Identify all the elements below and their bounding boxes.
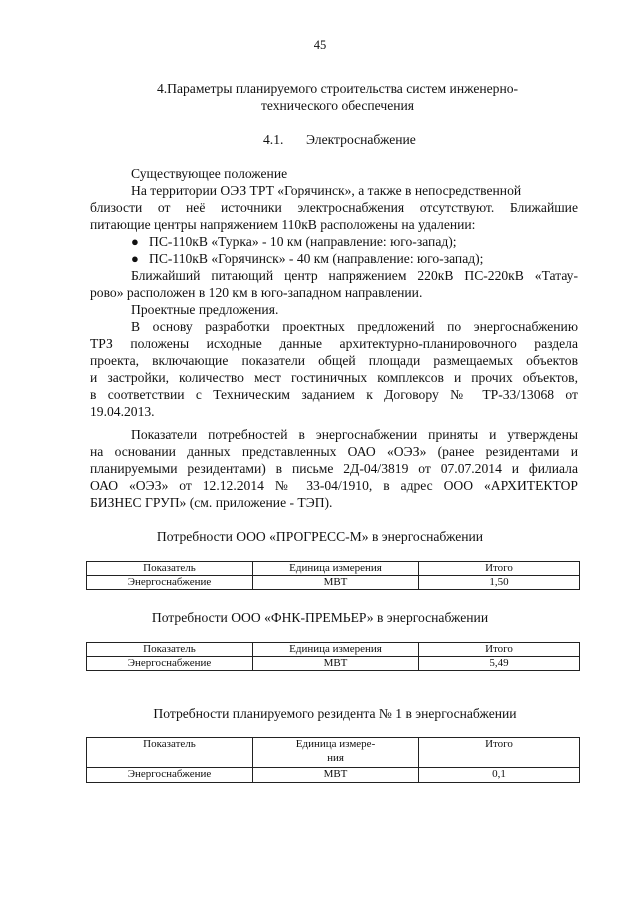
- demand-table: [86, 561, 580, 590]
- section-heading-line2: технического обеспечения: [260, 98, 415, 113]
- table-cell: Энергоснабжение: [87, 657, 253, 671]
- table-header-row: [87, 562, 580, 576]
- header-unit-line2: ния: [327, 751, 344, 764]
- table-header-cell-wrapped: [253, 738, 419, 768]
- bullet-item: ПС-110кВ «Турка» - 10 км (направление: юго-запад);: [149, 234, 457, 249]
- subsection-title: Электроснабжение: [306, 132, 416, 147]
- subsection-number: 4.1.: [263, 132, 284, 147]
- table-row: [87, 657, 580, 671]
- paragraph-line: Ближайший питающий центр напряжением 220кВ ПС-220кВ «Татау-: [131, 268, 578, 283]
- bullet-item: ПС-110кВ «Горячинск» - 40 км (направление: юго-запад);: [149, 251, 484, 266]
- paragraph-line: и застройки, количество мест гостиничных комплексов и прочих объектов,: [90, 370, 578, 385]
- paragraph-line: ОАО «ОЭЗ» от 12.12.2014 № 33-04/1910, в адрес ООО «АРХИТЕКТОР: [90, 478, 578, 493]
- table-cell: 1,50: [419, 576, 580, 590]
- table-caption: Потребности планируемого резидента № 1 в энергоснабжении: [153, 706, 517, 721]
- table-header-cell: Итого: [419, 562, 580, 576]
- table-cell: МВТ: [253, 768, 419, 783]
- paragraph-line: На территории ОЭЗ ТРТ «Горячинск», а также в непосредственной: [131, 183, 522, 198]
- table-row: [87, 768, 580, 783]
- paragraph-line: близости от неё источники электроснабжения отсутствуют. Ближайшие: [90, 200, 578, 215]
- table-header-row: [87, 643, 580, 657]
- demand-table: [86, 642, 580, 671]
- paragraph-line: 19.04.2013.: [90, 404, 155, 419]
- proposals-heading: Проектные предложения.: [131, 302, 279, 317]
- paragraph-line: Показатели потребностей в энергоснабжении приняты и утверждены: [131, 427, 578, 442]
- table-header-row: [87, 738, 580, 768]
- table-cell: 5,49: [419, 657, 580, 671]
- table-caption: Потребности ООО «ФНК-ПРЕМЬЕР» в энергоснабжении: [151, 610, 489, 625]
- table-cell: МВТ: [253, 657, 419, 671]
- header-unit-line1: Единица измере-: [295, 738, 376, 750]
- table-header-cell: Итого: [419, 643, 580, 657]
- table-header-cell: Итого: [419, 738, 580, 768]
- paragraph-line: планируемыми резидентами) в письме 2Д-04/3819 от 07.07.2014 и филиала: [90, 461, 578, 476]
- table-header-cell: Единица измерения: [253, 643, 419, 657]
- table-caption: Потребности ООО «ПРОГРЕСС-М» в энергоснабжении: [156, 529, 484, 544]
- table-cell: 0,1: [419, 768, 580, 783]
- existing-heading: Существующее положение: [131, 166, 288, 181]
- table-row: [87, 576, 580, 590]
- paragraph-line: на основании данных представленных ОАО «ОЭЗ» (ранее резидентами и: [90, 444, 578, 459]
- paragraph-line: питающие центры напряжением 110кВ расположены на удалении:: [90, 217, 476, 232]
- table-header-cell: Показатель: [87, 738, 253, 768]
- paragraph-line: проекта, включающие показатели общей площади размещаемых объектов: [90, 353, 578, 368]
- page-number: 45: [313, 38, 327, 52]
- paragraph-line: в соответствии с Техническим заданием к Договору № ТР-33/13068 от: [90, 387, 578, 402]
- paragraph-line: БИЗНЕС ГРУП» (см. приложение - ТЭП).: [90, 495, 333, 510]
- table-cell: Энергоснабжение: [87, 576, 253, 590]
- bullet-icon: ●: [131, 251, 139, 266]
- bullet-icon: ●: [131, 234, 139, 249]
- table-header-cell: Показатель: [87, 562, 253, 576]
- paragraph-line: В основу разработки проектных предложений по энергоснабжению: [131, 319, 578, 334]
- table-header-cell: Единица измерения: [253, 562, 419, 576]
- section-heading-line1: 4.Параметры планируемого строительства систем инженерно-: [156, 81, 519, 96]
- demand-table: [86, 737, 580, 783]
- table-cell: Энергоснабжение: [87, 768, 253, 783]
- paragraph-line: рово» расположен в 120 км в юго-западном направлении.: [90, 285, 423, 300]
- paragraph-line: ТРЗ положены исходные данные архитектурно-планировочного раздела: [90, 336, 578, 351]
- table-cell: МВТ: [253, 576, 419, 590]
- table-header-cell: Показатель: [87, 643, 253, 657]
